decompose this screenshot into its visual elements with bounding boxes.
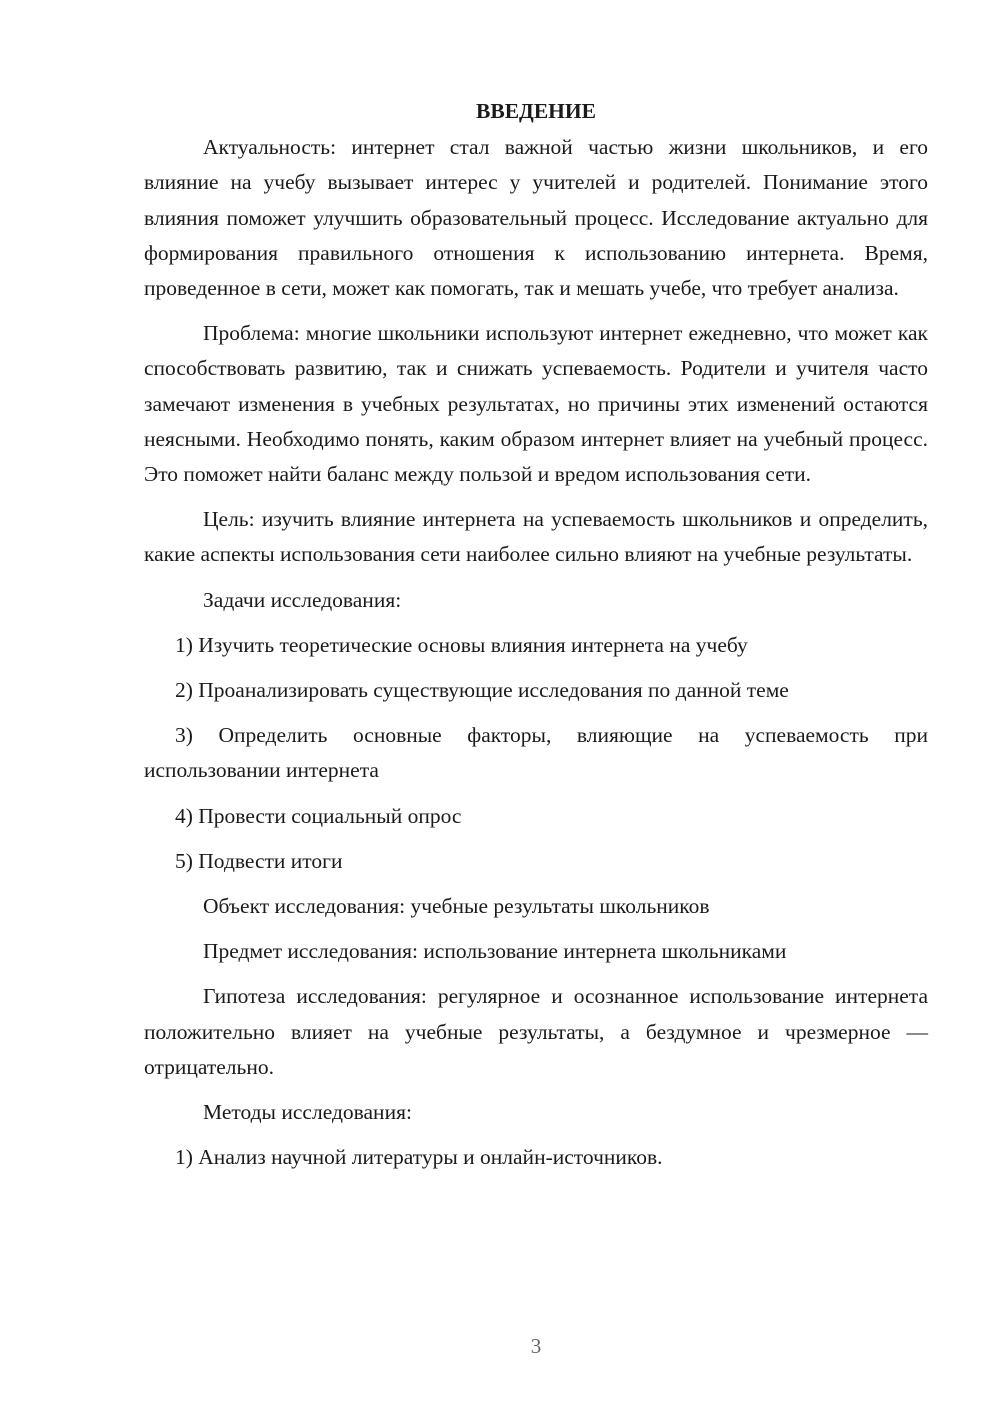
task-item: 5) Подвести итоги xyxy=(175,848,343,873)
research-object: Объект исследования: учебные результаты школьников xyxy=(203,894,710,919)
page-content xyxy=(144,94,928,1185)
task-item: 2) Проанализировать существующие исследования по данной теме xyxy=(175,678,789,703)
methods-heading: Методы исследования: xyxy=(203,1100,412,1125)
task-item: 3) Определить основные факторы, влияющие на успеваемость при использовании интернета xyxy=(144,723,928,783)
task-item: 4) Провести социальный опрос xyxy=(175,803,462,828)
page-number: 3 xyxy=(530,1334,542,1358)
method-item: 1) Анализ научной литературы и онлайн-источников. xyxy=(175,1145,663,1170)
research-subject: Предмет исследования: использование интернета школьниками xyxy=(203,939,787,964)
relevance-paragraph: Актуальность: интернет стал важной частью жизни школьников, и его влияние на учебу вызывает интерес у учителей и родителей. Понимание этого влияния поможет улучшить образовательный процесс. Исследование актуально для формирования правильного отношения к использованию интернета. Время, проведенное в сети, может как помогать, так и мешать учебе, что требует анализа. xyxy=(144,135,928,301)
section-title: ВВЕДЕНИЕ xyxy=(476,99,596,123)
goal-paragraph: Цель: изучить влияние интернета на успеваемость школьников и определить, какие аспекты использования сети наиболее сильно влияют на учебные результаты. xyxy=(144,507,928,567)
problem-paragraph: Проблема: многие школьники используют интернет ежедневно, что может как способствовать развитию, так и снижать успеваемость. Родители и учителя часто замечают изменения в учебных результатах, но причины этих изменений остаются неясными. Необходимо понять, каким образом интернет влияет на учебный процесс. Это поможет найти баланс между пользой и вредом использования сети. xyxy=(144,321,928,487)
task-item: 1) Изучить теоретические основы влияния интернета на учебу xyxy=(175,632,748,657)
tasks-heading: Задачи исследования: xyxy=(203,587,402,612)
hypothesis-paragraph: Гипотеза исследования: регулярное и осознанное использование интернета положительно влияет на учебные результаты, а бездумное и чрезмерное — отрицательно. xyxy=(144,984,928,1079)
